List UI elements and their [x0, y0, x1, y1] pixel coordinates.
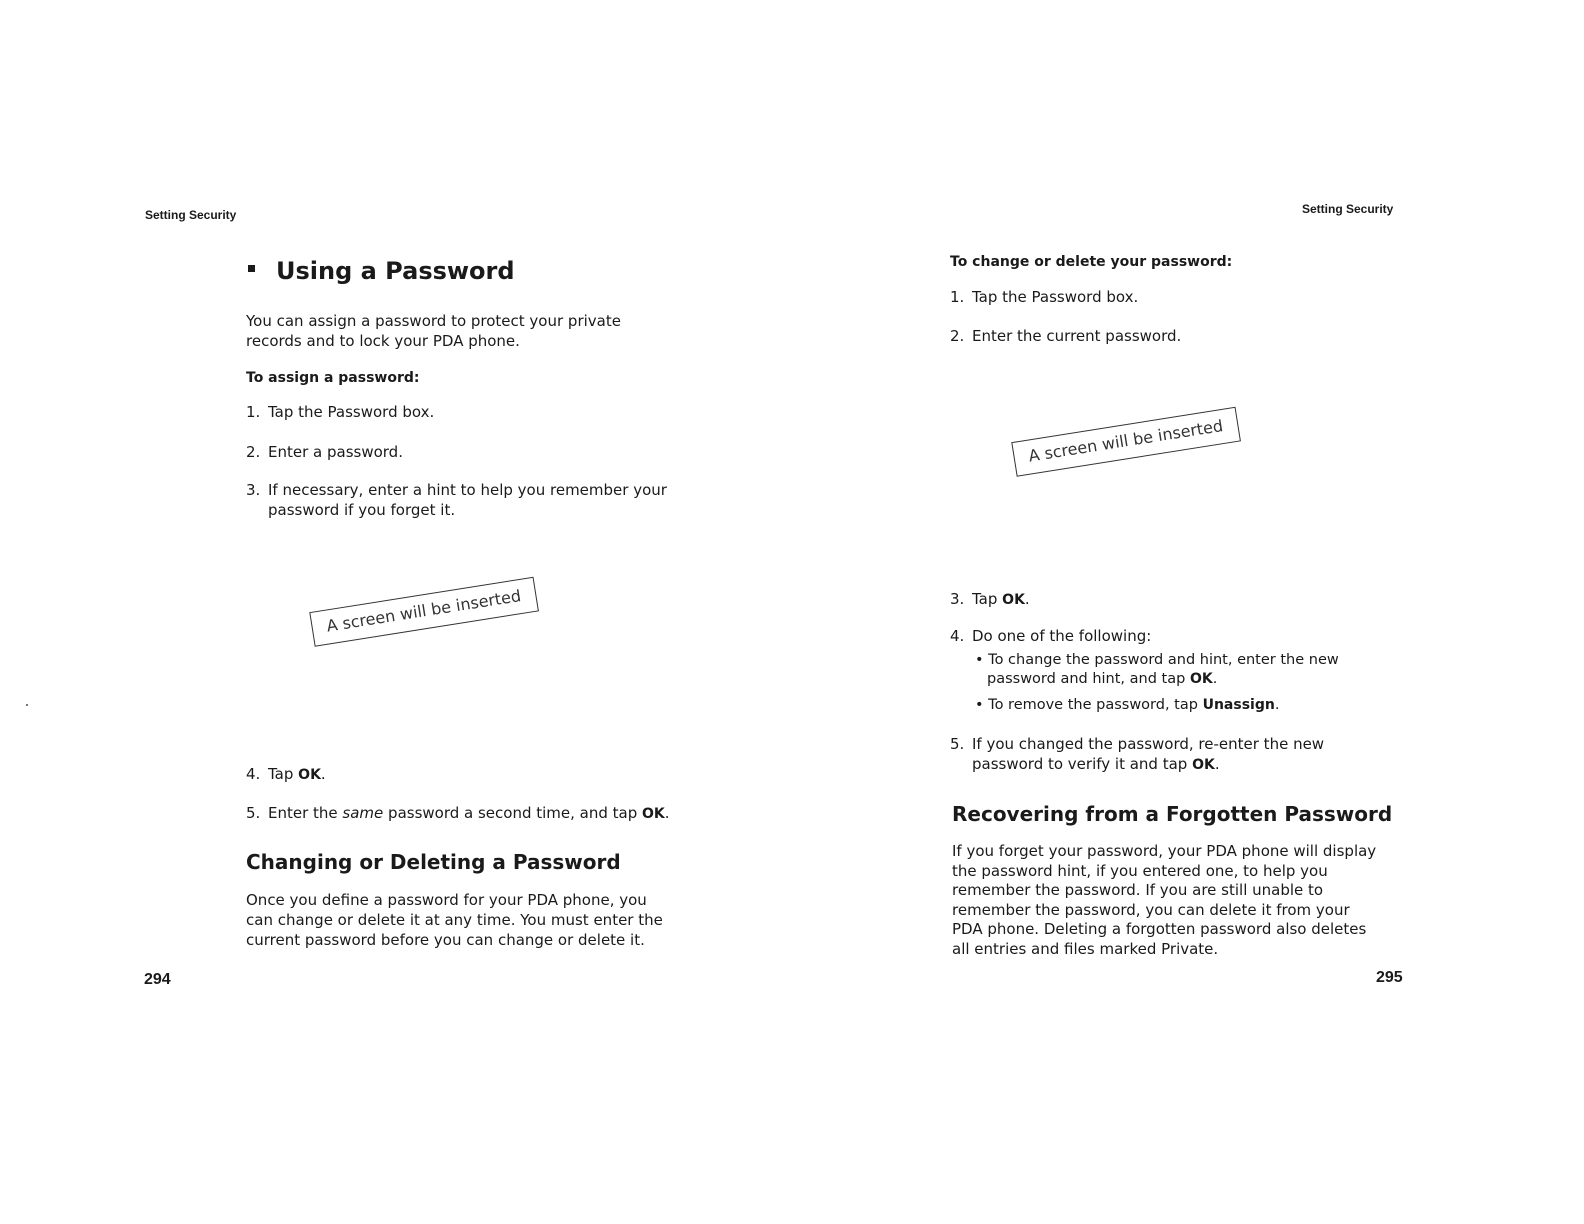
screen-placeholder-stamp: A screen will be inserted — [309, 577, 538, 647]
page-number-right: 295 — [1376, 969, 1403, 986]
step-number: 4. — [246, 765, 261, 783]
bullet-punct: . — [1274, 697, 1280, 713]
step-punct: . — [1214, 755, 1220, 773]
step-text: Enter the current password. — [972, 327, 1182, 345]
step-punct: . — [1024, 590, 1030, 608]
para-line: Once you define a password for your PDA phone, you — [246, 891, 647, 909]
intro-line-1: You can assign a password to protect your private — [246, 312, 621, 330]
procedure-heading-assign: To assign a password: — [246, 370, 420, 386]
running-head-right: Setting Security — [1302, 202, 1394, 216]
bullet-text-cont — [975, 670, 1395, 689]
section-heading-recovering: Recovering from a Forgotten Password — [952, 802, 1393, 826]
step-text-pre: password to verify it and tap — [972, 755, 1193, 773]
step-number: 2. — [246, 443, 261, 461]
unassign-label: Unassign — [1202, 697, 1275, 713]
page-title: Using a Password — [276, 257, 515, 285]
step-number: 3. — [246, 481, 261, 499]
assign-step-2 — [246, 442, 403, 462]
step-text: If you changed the password, re-enter the new — [972, 735, 1325, 753]
para-line: can change or delete it at any time. You must enter the — [246, 911, 663, 929]
step-number: 4. — [950, 627, 965, 645]
step-number: 5. — [246, 804, 261, 822]
step-text: Enter the — [268, 804, 343, 822]
page-number-left: 294 — [144, 971, 171, 988]
step-text: Enter a password. — [268, 443, 403, 461]
step-text-cont: password if you forget it. — [268, 501, 456, 519]
recovering-paragraph — [952, 842, 1422, 959]
running-head-left: Setting Security — [145, 208, 237, 222]
bullet-text-pre: password and hint, and tap — [987, 671, 1190, 687]
emphasis-same: same — [342, 804, 384, 822]
para-line: current password before you can change or delete it. — [246, 931, 645, 949]
heading-bullet-icon — [248, 265, 255, 272]
ok-label: OK — [642, 806, 665, 822]
bullet-dot-icon: • — [975, 652, 984, 668]
changing-paragraph — [246, 890, 716, 950]
assign-step-3 — [246, 480, 706, 520]
ok-label: OK — [298, 767, 321, 783]
option-bullet-change — [975, 651, 1395, 689]
assign-step-5 — [246, 803, 670, 824]
step-number: 1. — [950, 288, 965, 306]
para-line: all entries and files marked Private. — [952, 939, 1219, 958]
change-step-4 — [950, 626, 1151, 646]
change-step-3 — [950, 589, 1030, 610]
ok-label: OK — [1192, 757, 1215, 773]
scan-dot — [26, 704, 28, 706]
section-heading-changing: Changing or Deleting a Password — [246, 850, 621, 874]
para-line: remember the password. If you are still unable to — [952, 881, 1324, 899]
assign-step-4 — [246, 764, 326, 785]
step-text-mid: password a second time, and tap — [383, 804, 643, 822]
step-punct: . — [664, 804, 670, 822]
para-line: remember the password, you can delete it from your — [952, 900, 1350, 919]
step-text: If necessary, enter a hint to help you remember your — [268, 481, 667, 499]
step-text: Do one of the following: — [972, 627, 1152, 645]
step-text: Tap — [268, 765, 299, 783]
step-punct: . — [320, 765, 326, 783]
step-number: 3. — [950, 590, 965, 608]
screen-placeholder-stamp: A screen will be inserted — [1011, 407, 1240, 477]
para-line: PDA phone. Deleting a forgotten password also deletes — [952, 920, 1367, 938]
change-step-1 — [950, 287, 1138, 307]
change-step-2 — [950, 326, 1181, 346]
step-text: Tap the Password box. — [972, 288, 1139, 306]
para-line: If you forget your password, your PDA phone will display — [952, 842, 1377, 860]
step-number: 5. — [950, 735, 965, 753]
step-text: Tap the Password box. — [268, 403, 435, 421]
change-step-5 — [950, 734, 1400, 775]
step-number: 2. — [950, 327, 965, 345]
bullet-punct: . — [1212, 671, 1218, 687]
step-text: Tap — [972, 590, 1003, 608]
bullet-text: To change the password and hint, enter the new — [988, 652, 1339, 668]
para-line: the password hint, if you entered one, to help you — [952, 861, 1328, 880]
step-text-cont — [950, 754, 1400, 775]
ok-label: OK — [1189, 671, 1213, 687]
intro-paragraph — [246, 311, 706, 351]
procedure-heading-change: To change or delete your password: — [950, 254, 1233, 270]
bullet-dot-icon: • — [975, 697, 984, 713]
option-bullet-remove — [975, 696, 1395, 715]
step-number: 1. — [246, 403, 261, 421]
intro-line-2: records and to lock your PDA phone. — [246, 332, 520, 350]
ok-label: OK — [1002, 592, 1025, 608]
assign-step-1 — [246, 402, 434, 422]
bullet-text: To remove the password, tap — [988, 697, 1203, 713]
